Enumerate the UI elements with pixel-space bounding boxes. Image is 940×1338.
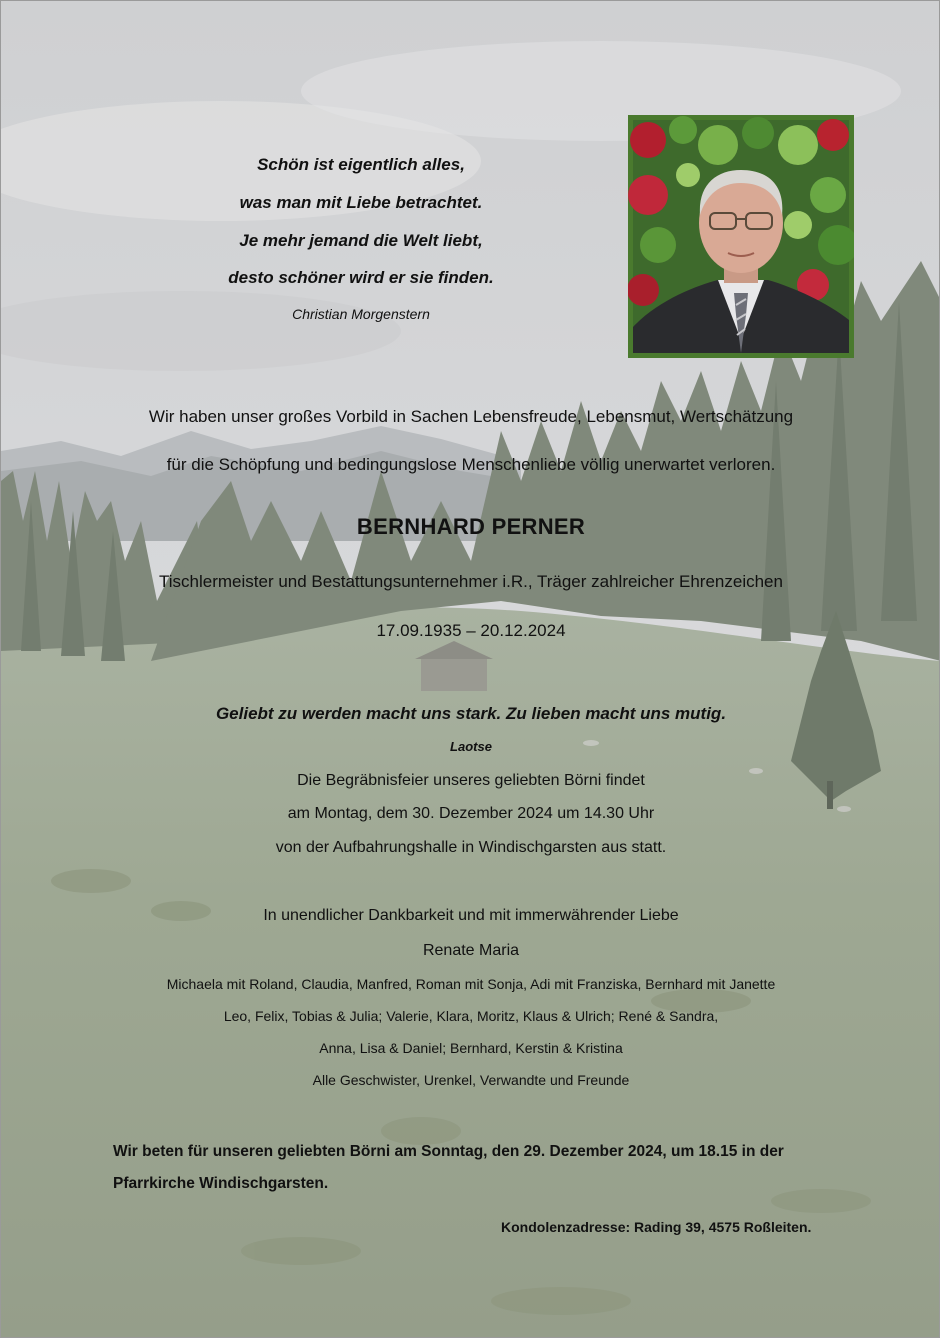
life-dates: 17.09.1935 – 20.12.2024: [376, 621, 566, 640]
motto-author: Laotse: [450, 739, 492, 754]
mourners-spouse: Renate Maria: [422, 942, 520, 959]
quote-line-3: Je mehr jemand die Welt liebt,: [239, 231, 483, 250]
quote-line-2: was man mit Liebe betrachtet.: [239, 193, 483, 212]
quote-line-1: Schön ist eigentlich alles,: [257, 155, 465, 174]
prayer-line-2: Pfarrkirche Windischgarsten.: [113, 1175, 329, 1192]
condolence-address: Kondolenzadresse: Rading 39, 4575 Roßleiten.: [501, 1219, 812, 1235]
deceased-name: BERNHARD PERNER: [356, 514, 586, 539]
prayer-notice: [113, 1136, 843, 1200]
funeral-line-2: am Montag, dem 30. Dezember 2024 um 14.30 Uhr: [287, 805, 655, 822]
portrait-photo: [628, 115, 854, 358]
motto-text: Geliebt zu werden macht uns stark. Zu lieben macht uns mutig.: [215, 704, 727, 723]
mourners-intro: In unendlicher Dankbarkeit und mit immerwährender Liebe: [263, 907, 679, 924]
quote-line-4: desto schöner wird er sie finden.: [228, 268, 494, 287]
intro-line-2: für die Schöpfung und bedingungslose Menschenliebe völlig unerwartet verloren.: [166, 455, 776, 474]
funeral-line-3: von der Aufbahrungshalle in Windischgarsten aus statt.: [275, 839, 667, 856]
intro-line-1: Wir haben unser großes Vorbild in Sachen Lebensfreude, Lebensmut, Wertschätzung: [148, 407, 794, 426]
mourners-line-1: Michaela mit Roland, Claudia, Manfred, Roman mit Sonja, Adi mit Franziska, Bernhard mit Janette: [166, 976, 776, 992]
mourners-line-4: Alle Geschwister, Urenkel, Verwandte und Freunde: [312, 1072, 630, 1088]
deceased-title: Tischlermeister und Bestattungsunternehmer i.R., Träger zahlreicher Ehrenzeichen: [159, 572, 783, 591]
mourners-line-3: Anna, Lisa & Daniel; Bernhard, Kerstin & Kristina: [319, 1040, 623, 1056]
funeral-line-1: Die Begräbnisfeier unseres geliebten Börni findet: [297, 772, 645, 789]
prayer-line-1: Wir beten für unseren geliebten Börni am Sonntag, den 29. Dezember 2024, um 18.15 in der: [113, 1143, 784, 1160]
quote-author: Christian Morgenstern: [292, 306, 430, 322]
mourners-line-2: Leo, Felix, Tobias & Julia; Valerie, Klara, Moritz, Klaus & Ulrich; René & Sandra,: [223, 1008, 719, 1024]
